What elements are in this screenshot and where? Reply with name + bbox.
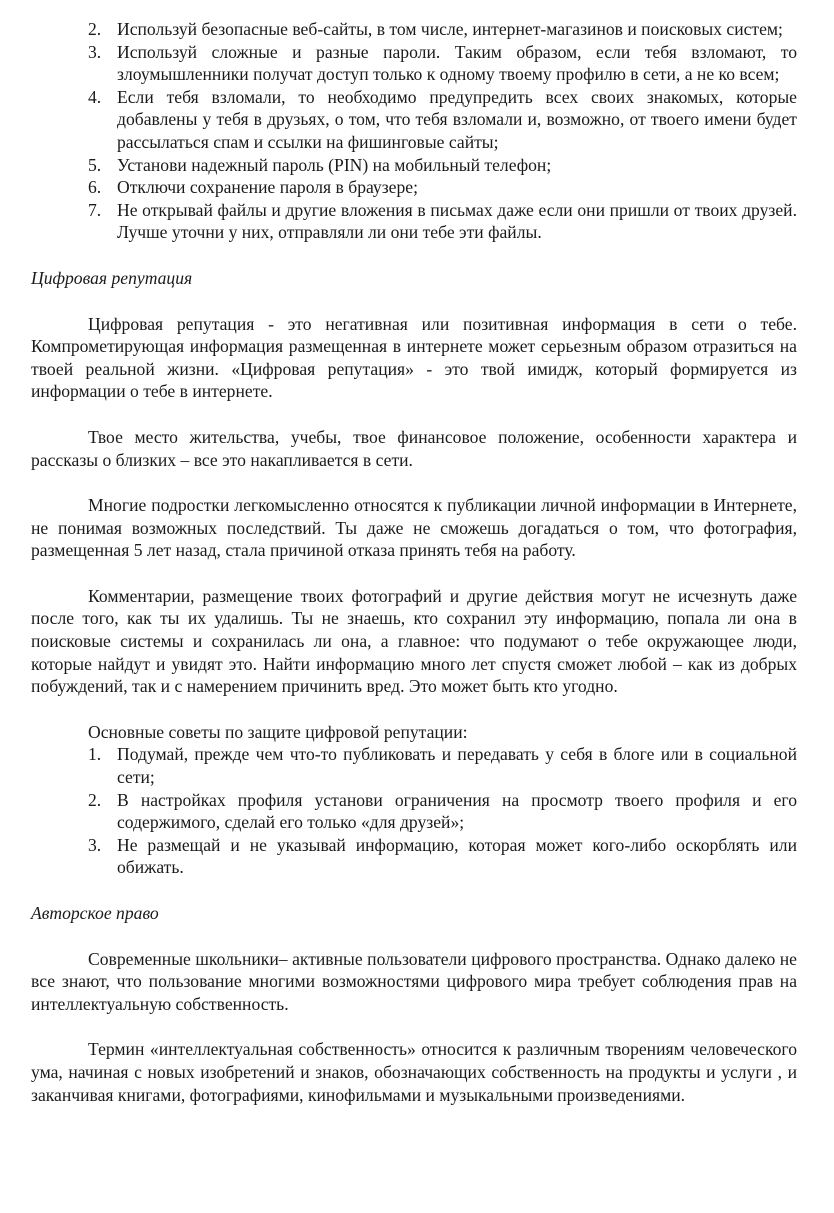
reputation-paragraph-3: Многие подростки легкомысленно относятся к публикации личной информации в Интернете, не понимая возможных последствий. Ты даже не сможешь догадаться о том, что фотография, размещенная 5 лет назад, стала причиной отказа принять тебя на работу.	[31, 495, 797, 561]
reputation-paragraph-2: Твое место жительства, учебы, твое финансовое положение, особенности характера и рассказы о близких – все это накапливается в сети.	[31, 426, 797, 470]
list-item-text: Установи надежный пароль (PIN) на мобильный телефон;	[117, 154, 552, 175]
list-item-number: 4.	[88, 86, 102, 107]
list-item-number: 2.	[88, 19, 102, 39]
list-item	[31, 834, 797, 879]
reputation-paragraph-1: Цифровая репутация - это негативная или позитивная информация в сети о тебе. Компрометирующая информация размещенная в интернете может серьезным образом отразиться на твоей реальной жизни. «Цифровая репутация» - это твой имидж, который формируется из информации о тебе в интернете.	[31, 313, 797, 402]
list-item	[31, 176, 797, 199]
list-item-text: Используй безопасные веб-сайты, в том числе, интернет-магазинов и поисковых систем;	[117, 19, 783, 39]
section-heading-copyright: Авторское право	[31, 903, 159, 923]
section-heading-reputation: Цифровая репутация	[31, 267, 193, 288]
list-item	[31, 41, 797, 86]
list-item-number: 2.	[88, 789, 102, 810]
list-item	[31, 86, 797, 154]
reputation-tips-lead: Основные советы по защите цифровой репутации:	[88, 721, 468, 742]
copyright-paragraph-1: Современные школьники– активные пользователи цифрового пространства. Однако далеко не все знают, что пользование многими возможностями цифрового мира требует соблюдения прав на интеллектуальную собственность.	[31, 948, 797, 1014]
reputation-paragraph-4: Комментарии, размещение твоих фотографий и другие действия могут не исчезнуть даже после того, как ты их удалишь. Ты не знаешь, кто сохранил эту информацию, попала ли она в поисковые системы и сохранилась ли она, а главное: что подумают о тебе окружающее люди, которые найдут и увидят это. Найти информацию много лет спустя сможет любой – как из добрых побуждений, так и с намерением причинить вред. Это может быть кто угодно.	[31, 585, 797, 697]
list-item	[31, 789, 797, 834]
list-item-text: Не открывай файлы и другие вложения в письмах даже если они пришли от твоих друзей. Лучше уточни у них, отправляли ли они тебе эти файлы.	[117, 199, 797, 243]
list-item-number: 1.	[88, 744, 102, 765]
list-item-text: Используй сложные и разные пароли. Таким образом, если тебя взломают, то злоумышленники получат доступ только к одному твоему профилю в сети, а не ко всем;	[117, 41, 797, 85]
list-item	[31, 199, 797, 244]
list-item-number: 3.	[88, 834, 102, 855]
list-item	[31, 743, 797, 788]
list-item-number: 6.	[88, 177, 102, 198]
list-item-number: 5.	[88, 154, 102, 175]
list-item-text: В настройках профиля установи ограничения на просмотр твоего профиля и его содержимого, сделай его только «для друзей»;	[117, 789, 797, 833]
list-item	[31, 154, 797, 177]
reputation-tips-list	[31, 743, 797, 879]
list-item-text: Отключи сохранение пароля в браузере;	[117, 177, 418, 198]
list-item-text: Если тебя взломали, то необходимо предупредить всех своих знакомых, которые добавлены у тебя в друзьях, о том, что тебя взломали и, возможно, от твоего имени будет рассылаться спам и ссылки на фишинговые сайты;	[117, 86, 797, 152]
list-item	[31, 18, 797, 41]
list-item-text: Не размещай и не указывай информацию, которая может кого-либо оскорблять или обижать.	[117, 834, 797, 878]
list-item-text: Подумай, прежде чем что-то публиковать и передавать у себя в блоге или в социальной сети;	[117, 744, 797, 788]
list-item-number: 7.	[88, 199, 102, 220]
list-item-number: 3.	[88, 41, 102, 62]
copyright-paragraph-2: Термин «интеллектуальная собственность» относится к различным творениям человеческого ума, начиная с новых изобретений и знаков, обозначающих собственность на продукты и услуги , и заканчивая книгами, фотографиями, кинофильмами и музыкальными произведениями.	[31, 1039, 797, 1105]
document-page	[31, 18, 797, 1106]
safety-tips-list	[31, 18, 797, 244]
